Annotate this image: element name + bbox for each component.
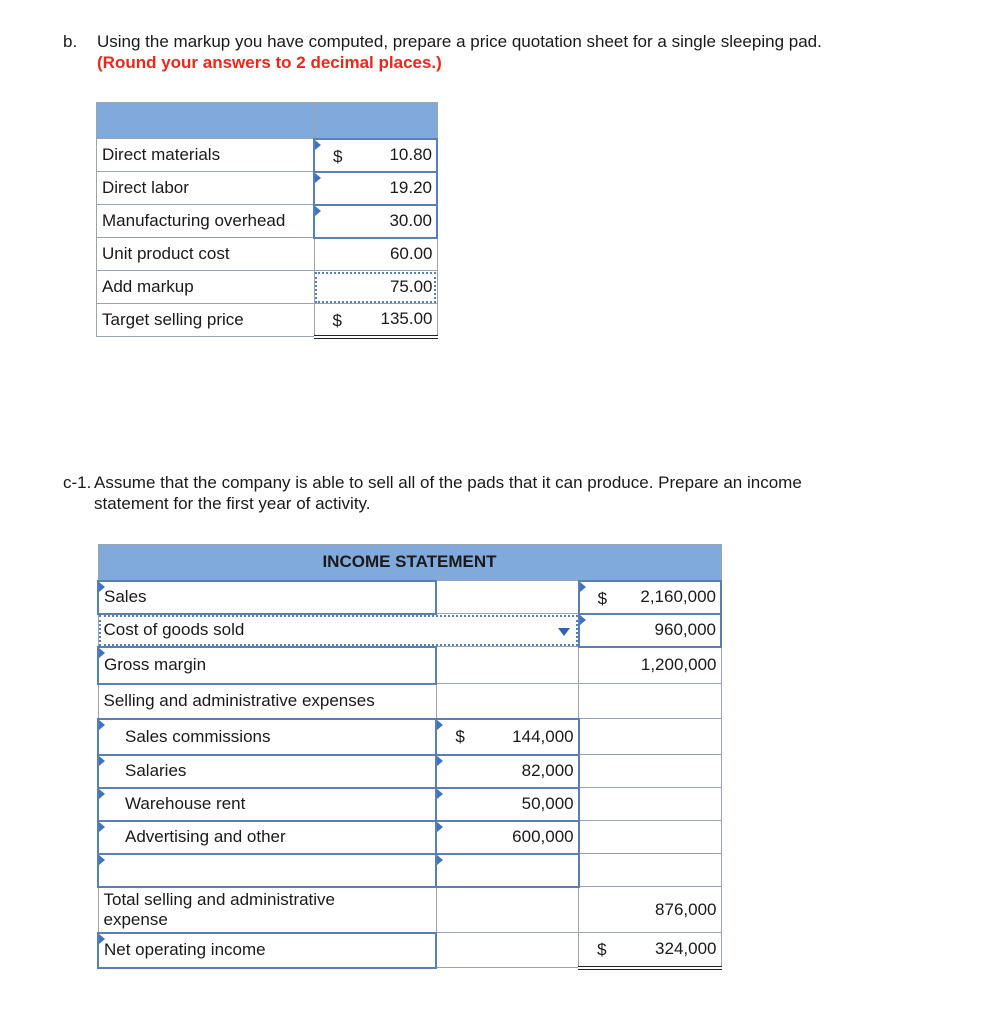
quote-label: Target selling price [97,304,315,337]
part-c1-text-line2: statement for the first year of activity. [94,494,371,513]
gross-margin-label-input[interactable]: Gross margin [98,647,436,684]
income-row-noi [98,933,721,968]
direct-materials-input[interactable]: $ 10.80 [314,139,437,172]
quote-row-manufacturing-overhead [97,205,438,238]
quote-label: Add markup [97,271,315,304]
quote-row-direct-labor [97,172,438,205]
noi-value: $ 324,000 [579,933,721,968]
income-header-row [98,545,721,581]
salaries-value-input[interactable]: 82,000 [436,755,578,788]
unit-product-cost-value: 60.00 [314,238,437,271]
price-quotation-table [96,102,438,339]
cogs-dropdown[interactable] [98,614,579,647]
round-instruction: (Round your answers to 2 decimal places.) [97,53,442,72]
manufacturing-overhead-input[interactable]: 30.00 [314,205,437,238]
advertising-value-input[interactable]: 600,000 [436,821,578,854]
expense-row-warehouse-rent [98,788,721,821]
noi-label-input[interactable]: Net operating income [98,933,436,968]
part-b-instructions [63,31,943,75]
expense-row-salaries [98,755,721,788]
part-c1-text-line1: Assume that the company is able to sell all of the pads that it can produce. Prepare an income [94,473,802,492]
income-row-sga-heading [98,684,721,719]
expense-row-sales-commissions [98,719,721,755]
chevron-down-icon[interactable] [558,628,570,636]
quote-row-add-markup [97,271,438,304]
quote-row-target-selling-price [97,304,438,337]
income-statement-title: INCOME STATEMENT [98,545,721,581]
empty-expense-label-input[interactable] [98,854,436,887]
gross-margin-middle-cell [436,647,578,684]
expense-row-empty [98,854,721,887]
part-c1-instructions [63,472,943,516]
empty-expense-value-input[interactable] [436,854,578,887]
target-selling-price-value: $ 135.00 [314,304,437,337]
cogs-value-input[interactable]: 960,000 [579,614,721,647]
warehouse-rent-value-input[interactable]: 50,000 [436,788,578,821]
income-row-total-sga [98,887,721,933]
quote-row-unit-product-cost [97,238,438,271]
quote-label: Manufacturing overhead [97,205,315,238]
warehouse-rent-label-input[interactable]: Warehouse rent [98,788,436,821]
quote-label: Direct materials [97,139,315,172]
income-statement-table [97,544,722,970]
income-row-gross-margin [98,647,721,684]
sales-value-input[interactable]: $ 2,160,000 [579,581,721,614]
quote-label: Direct labor [97,172,315,205]
income-row-cogs [98,614,721,647]
part-b-text: Using the markup you have computed, prepare a price quotation sheet for a single sleeping pad. [97,32,822,51]
quote-header-row [97,103,438,139]
sales-commissions-value-input[interactable]: $ 144,000 [436,719,578,755]
direct-labor-input[interactable]: 19.20 [314,172,437,205]
sales-middle-cell [436,581,578,614]
advertising-label-input[interactable]: Advertising and other [98,821,436,854]
total-sga-label: Total selling and administrative expense [98,887,436,933]
sales-label-input[interactable]: Sales [98,581,436,614]
sales-commissions-label-input[interactable]: Sales commissions [98,719,436,755]
expense-row-advertising [98,821,721,854]
sga-heading: Selling and administrative expenses [98,684,436,719]
markup-input[interactable]: 75.00 [314,271,437,304]
salaries-label-input[interactable]: Salaries [98,755,436,788]
income-row-sales [98,581,721,614]
cogs-label: Cost of goods sold [103,620,245,639]
part-b-label: b. [63,32,78,51]
total-sga-value: 876,000 [579,887,721,933]
quote-row-direct-materials [97,139,438,172]
gross-margin-value: 1,200,000 [579,647,721,684]
quote-label: Unit product cost [97,238,315,271]
part-c1-label: c-1. [63,473,92,492]
